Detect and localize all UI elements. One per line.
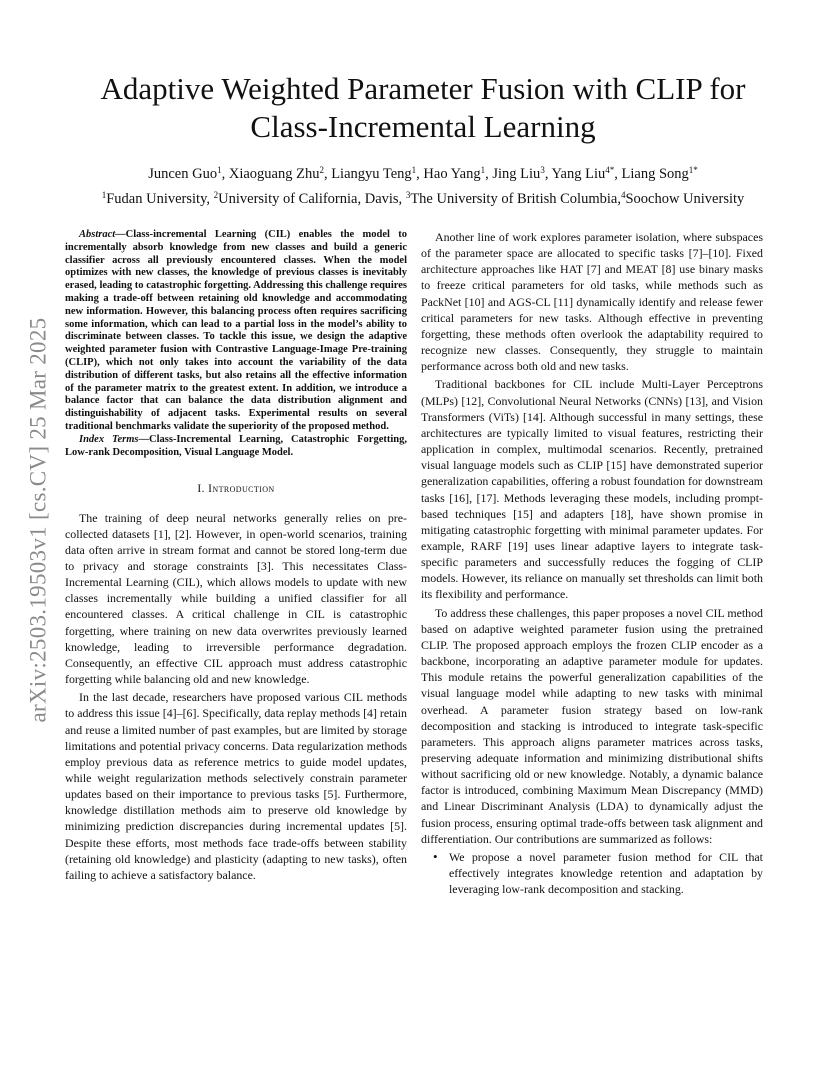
arxiv-id: arXiv:2503.19503v1 [cs.CV] 25 Mar 2025 bbox=[25, 317, 50, 723]
title-line-2: Class-Incremental Learning bbox=[250, 109, 596, 144]
author: Jing Liu$^3$ bbox=[492, 165, 545, 182]
affiliation: Fudan University, bbox=[106, 191, 214, 207]
index-terms-text: —Class-Incremental Learning, Catastrophic Forgetting, Low-rank Decomposition, Visual Language Model. bbox=[65, 433, 408, 458]
affiliation: University of California, Davis, bbox=[218, 191, 406, 207]
paragraph: The training of deep neural networks generally relies on pre-collected datasets [1], [2]. However, in open-world scenarios, training data often arrive in stream format and cannot be stored long-term due to privacy and storage constraints [3]. This necessitates Class-Incremental Learning (CIL), which allows models to update with new classes incrementally while building a unified classifier for all encountered classes. A critical challenge in CIL is catastrophic forgetting, where training on new data overwrites previously learned knowledge, leading to irreversible performance degradation. Consequently, an effective CIL approach must address catastrophic forgetting while balancing old and new knowledge. bbox=[65, 510, 407, 687]
abstract bbox=[65, 229, 407, 434]
author-list: Juncen Guo$^1$, Xiaoguang Zhu$^2$, Liangyu Teng$^1$, Hao Yang$^1$, Jing Liu$^3$, Yang Liu$^{4*}$, Liang Song$^{1*}$ bbox=[148, 165, 698, 182]
affiliation: Soochow University bbox=[625, 191, 745, 207]
author: Liangyu Teng$^1$ bbox=[331, 165, 417, 182]
author-block bbox=[60, 160, 786, 210]
affiliation: The University of British Columbia, bbox=[410, 191, 621, 207]
paper-title bbox=[60, 70, 786, 146]
contribution-list bbox=[421, 849, 763, 897]
section-heading: I. Introduction bbox=[197, 483, 275, 496]
author: Xiaoguang Zhu$^2$ bbox=[228, 165, 324, 182]
author: Juncen Guo$^1$ bbox=[148, 165, 222, 182]
paragraph: In the last decade, researchers have proposed various CIL methods to address this issue [4]–[6]. Specifically, data replay methods [4] retain and reuse a limited number of past examples, but are limited by storage limitations and potential privacy concerns. Data regularization methods employ previous data as reference metrics to guide model updates, while weight regularization methods selectively constrain parameter updates based on their importance to previous tasks [5]. Furthermore, knowledge distillation methods aim to preserve old knowledge by minimizing prediction discrepancies during incremental updates [5]. Despite these efforts, most methods face trade-offs between stability (retaining old knowledge) and plasticity (adapting to new tasks), often failing to achieve a satisfactory balance. bbox=[65, 690, 407, 882]
contribution-item: • We propose a novel parameter fusion method for CIL that effectively integrates knowledge retention and adaptation by leveraging low-rank decomposition and stacking. bbox=[449, 849, 763, 897]
abstract-text: —Class-incremental Learning (CIL) enables the model to incrementally absorb knowledge from new classes and build a generic classifier across all previously encountered classes. When the model optimizes with new classes, the knowledge of previous classes is inevitably erased, leading to catastrophic forgetting. Addressing this challenge requires making a trade-off between retaining old knowledge and accommodating new information. However, this balancing process often requires sacrificing some information, which can lead to a partial loss in the model’s ability to discriminate between classes. To tackle this issue, we design the adaptive weighted parameter fusion with Contrastive Language-Image Pre-training (CLIP), which not only takes into account the variability of the data distribution of different tasks, but also retains all the effective information of the parameter matrix to the greatest extent. In addition, we introduce a balance factor that can balance the data distribution alignment and distinguishability of adjacent tasks. Experimental results on several traditional benchmarks validate the superiority of the proposed method. bbox=[65, 229, 407, 432]
paragraph: Traditional backbones for CIL include Multi-Layer Perceptrons (MLPs) [12], Convolutional Neural Networks (CNNs) [13], and Vision Transformers (ViTs) [14]. Although successful in many settings, these architectures are typically limited to visual features, restricting their application in complex, multimodal scenarios. Recently, pretrained visual language models such as CLIP [15] have demonstrated superior generalization capabilities, offering a robust foundation for downstream tasks [16], [17]. Methods leveraging these models, including prompt-based techniques [15] and adapters [18], have shown promise in mitigating catastrophic forgetting with minimal parameter updates. For example, RARF [19] uses linear adaptive layers to integrate task-specific parameters and successfully reduces the fogging of CLIP models. However, its reliance on manually set thresholds can limit both its flexibility and performance. bbox=[421, 377, 763, 602]
title-line-1: Adaptive Weighted Parameter Fusion with CLIP for bbox=[100, 71, 746, 106]
arxiv-sidebar-stamp bbox=[8, 285, 68, 755]
author: Liang Song$^{1*}$ bbox=[621, 165, 698, 182]
paragraph: To address these challenges, this paper proposes a novel CIL method based on adaptive weighted parameter fusion using the pretrained CLIP. The proposed approach employs the frozen CLIP encoder as a backbone, incorporating an adaptive parameter module for updates. This module retains the powerful generalization capabilities of the visual language model while adapting to new tasks with minimal overhead. A parameter fusion strategy based on low-rank decomposition and stacking is introduced to integrate task-specific parameters. This approach aligns parameter matrices across tasks, preserving adequate information and minimizing distributional shifts without sacrificing old or new knowledge. Notably, a dynamic balance factor is introduced, combining Maximum Mean Discrepancy (MMD) and Linear Discriminant Analysis (LDA) to dynamically adjust the fusion process, ensuring optimal trade-offs between task alignment and differentiation. Our contributions are summarized as follows: bbox=[421, 605, 763, 846]
left-column bbox=[65, 229, 407, 883]
abstract-label: Abstract bbox=[79, 229, 116, 240]
author: Yang Liu$^{4*}$ bbox=[551, 165, 615, 182]
affiliation-list: $^1$Fudan University, $^2$University of California, Davis, $^3$The University of British Columbia,$^4$Soochow University bbox=[101, 190, 745, 207]
index-terms bbox=[65, 434, 407, 460]
index-terms-label: Index Terms bbox=[79, 433, 139, 445]
paragraph: Another line of work explores parameter isolation, where subspaces of the parameter space are allocated to specific tasks [7]–[10]. Fixed architecture approaches like HAT [7] and MEAT [8] use binary masks to freeze critical parameters for old tasks, while methods such as PackNet [10] and AGS-CL [11] dynamically identify and release fewer critical parameters for new tasks. Although effective in preventing forgetting, these methods often overlook the adaptability required to recognize new classes. Consequently, they struggle to maintain performance across both old and new tasks. bbox=[421, 230, 763, 374]
right-column bbox=[421, 229, 763, 897]
author: Hao Yang$^1$ bbox=[423, 165, 486, 182]
